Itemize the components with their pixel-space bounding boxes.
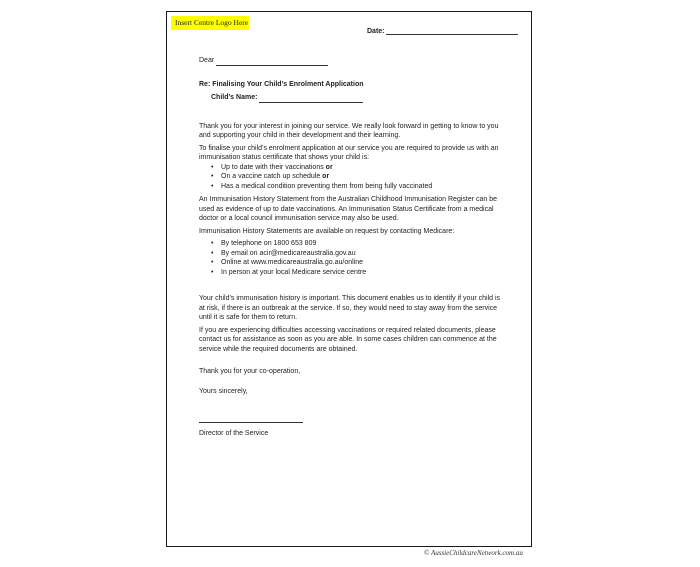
- letter-page: [166, 11, 532, 547]
- date-field: [367, 28, 518, 35]
- availability-paragraph: Immunisation History Statements are available on request by contacting Medicare:: [199, 227, 455, 235]
- importance-paragraph: Your child’s immunisation history is important. This document enables us to identify if your child is at risk, if there is an outbreak at the service. If so, they would need to stay away from the service until it is safe for them to return.: [199, 295, 501, 321]
- contact-item: • In person at your local Medicare service centre: [221, 268, 504, 278]
- contact-list: [199, 239, 504, 277]
- status-item: • On a vaccine catch up schedule or: [221, 172, 504, 182]
- subject-line: Re: Finalising Your Child’s Enrolment Application: [199, 80, 364, 88]
- date-label: Date:: [367, 28, 385, 35]
- logo-placeholder: Insert Centre Logo Here: [171, 16, 249, 30]
- closing-line: Yours sincerely,: [199, 387, 248, 395]
- contact-item: • By email on acir@medicareaustralia.gov.au: [221, 249, 504, 259]
- contact-item: • Online at www.medicareaustralia.go.au/online: [221, 258, 504, 268]
- status-item: • Has a medical condition preventing them from being fully vaccinated: [221, 182, 504, 192]
- child-name-label: Child’s Name:: [211, 94, 258, 101]
- letter-body: [199, 56, 504, 439]
- status-item: • Up to date with their vaccinations or: [221, 163, 504, 173]
- child-name-blank-line: [259, 102, 363, 103]
- salutation: Dear: [199, 57, 215, 64]
- footer-credit: © AussieChildcareNetwork.com.au: [424, 549, 523, 557]
- signature-line: [199, 422, 303, 423]
- child-name-line: [199, 93, 504, 103]
- salutation-line: [199, 56, 504, 66]
- requirement-paragraph: To finalise your child’s enrolment application at our service you are required to provide us with an immunisation status certificate that shows your child is:: [199, 144, 499, 161]
- difficulties-paragraph: If you are experiencing difficulties accessing vaccinations or required related documents, please contact us for assistance as soon as you are able. In some cases children can commence at the service while the required documents are obtained.: [199, 326, 497, 353]
- contact-item: • By telephone on 1800 653 809: [221, 239, 504, 249]
- salutation-blank-line: [216, 65, 328, 66]
- status-list: [199, 163, 504, 192]
- thanks-line: Thank you for your co-operation,: [199, 368, 301, 375]
- date-blank-line: [386, 34, 518, 35]
- signature-title: Director of the Service: [199, 430, 269, 437]
- intro-paragraph: Thank you for your interest in joining our service. We really look forward in getting to know to you and supporting your child in their development and their learning.: [199, 122, 499, 139]
- statement-paragraph: An Immunisation History Statement from the Australian Childhood Immunisation Register can be used as evidence of up to date vaccinations. An Immunisation Status Certificate from a medical doctor or a local council immunisation service may also be used.: [199, 196, 498, 222]
